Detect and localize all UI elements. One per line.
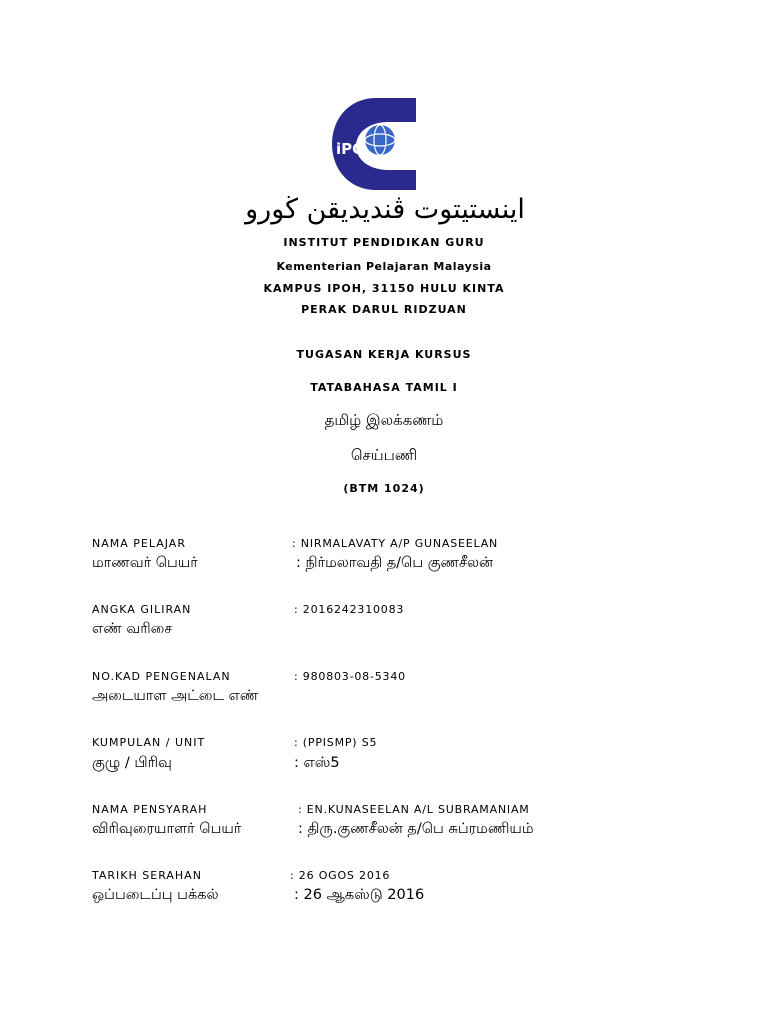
field-row-tamil <box>0 755 768 777</box>
assignment-title-tamil: செய்பணி <box>350 446 418 464</box>
campus-address: KAMPUS IPOH, 31150 HULU KINTA <box>263 282 505 295</box>
jawi-institute-name: اينستيتوت ڤنديديقن ڬورو <box>245 194 525 225</box>
field-label: KUMPULAN / UNIT <box>92 736 206 749</box>
field-value-tamil: : நிர்மலாவதி த/பெ குணசீலன் <box>296 555 494 571</box>
field-value: : NIRMALAVATY A/P GUNASEELAN <box>292 537 499 550</box>
field-row-tamil <box>0 555 768 577</box>
field-label: NO.KAD PENGENALAN <box>92 670 231 683</box>
field-value: : EN.KUNASEELAN A/L SUBRAMANIAM <box>298 803 530 816</box>
field-value-tamil: : எஸ்5 <box>294 755 340 771</box>
course-name: TATABAHASA TAMIL I <box>310 381 458 394</box>
field-label: NAMA PENSYARAH <box>92 803 208 816</box>
state-name: PERAK DARUL RIDZUAN <box>301 303 467 316</box>
field-value: : 2016242310083 <box>294 603 405 616</box>
field-value: : 980803-08-5340 <box>294 670 406 683</box>
ipg-logo <box>330 96 422 192</box>
field-value-tamil: : திரு.குணசீலன் த/பெ சுப்ரமணியம் <box>298 821 534 837</box>
field-value: : (PPISMP) S5 <box>294 736 378 749</box>
field-label-tamil: ஒப்படைப்பு பக்கல் <box>92 887 219 903</box>
course-code: (BTM 1024) <box>343 482 425 495</box>
assignment-title: TUGASAN KERJA KURSUS <box>296 348 472 361</box>
institute-name: INSTITUT PENDIDIKAN GURU <box>283 236 485 249</box>
course-name-tamil: தமிழ் இலக்கணம் <box>324 411 444 429</box>
field-label-tamil: குழு / பிரிவு <box>92 755 172 771</box>
field-row-tamil <box>0 887 768 909</box>
field-label: ANGKA GILIRAN <box>92 603 192 616</box>
field-value-tamil: : 26 ஆகஸ்டு 2016 <box>294 887 425 903</box>
field-label-tamil: எண் வரிசை <box>92 621 173 637</box>
field-row-tamil <box>0 621 768 643</box>
field-label-tamil: அடையாள அட்டை எண் <box>92 688 259 704</box>
field-value: : 26 OGOS 2016 <box>290 869 391 882</box>
field-label-tamil: மாணவர் பெயர் <box>92 555 198 571</box>
field-label: NAMA PELAJAR <box>92 537 186 550</box>
field-label: TARIKH SERAHAN <box>92 869 202 882</box>
field-row-tamil <box>0 821 768 843</box>
logo-text: iPG <box>336 140 365 158</box>
field-label-tamil: விரிவுரையாளர் பெயர் <box>92 821 242 837</box>
ministry-name: Kementerian Pelajaran Malaysia <box>276 260 492 273</box>
field-row-tamil <box>0 688 768 710</box>
